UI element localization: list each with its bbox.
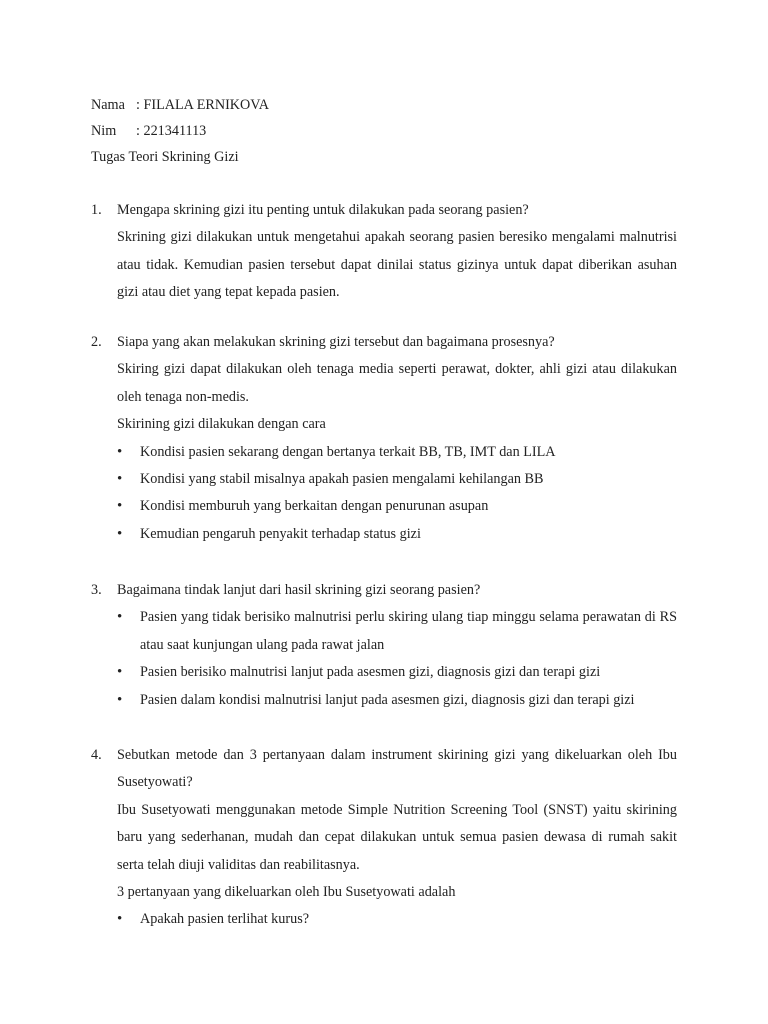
- list-item: • Kondisi yang stabil misalnya apakah pasien mengalami kehilangan BB: [117, 466, 677, 493]
- bullet-icon: [117, 439, 140, 466]
- name-row: [91, 92, 269, 118]
- question-4-bullet-list: [117, 906, 677, 933]
- question-4-answer: Ibu Susetyowati menggunakan metode Simple Nutrition Screening Tool (SNST) yaitu skirining baru yang sederhanan, mudah dan cepat dilakukan untuk semua pasien dewasa di rumah sakit serta telah diuji validitas dan reabilitasnya.: [117, 801, 677, 873]
- question-2: [91, 329, 677, 548]
- question-1-number: 1.: [91, 202, 102, 218]
- question-3-number: 3.: [91, 582, 102, 598]
- question-4-title: [91, 742, 677, 797]
- question-1-title: [91, 197, 677, 224]
- bullet-icon: [117, 659, 140, 686]
- student-header: [91, 92, 269, 170]
- question-1: [91, 197, 677, 307]
- list-item: • Pasien yang tidak berisiko malnutrisi perlu skiring ulang tiap minggu selama perawatan di RS atau saat kunjungan ulang pada rawat jalan: [117, 604, 677, 659]
- nim-row: [91, 118, 269, 144]
- question-2-number: 2.: [91, 334, 102, 350]
- nim-label: Nim: [91, 123, 117, 139]
- list-item: • Apakah pasien terlihat kurus?: [117, 906, 677, 933]
- question-2-answer: Skiring gizi dapat dilakukan oleh tenaga media seperti perawat, dokter, ahli gizi atau dilakukan oleh tenaga non-medis.: [117, 361, 677, 405]
- list-item: • Kondisi memburuh yang berkaitan dengan penurunan asupan: [117, 493, 677, 520]
- question-2-title: [91, 329, 677, 356]
- bullet-icon: [117, 466, 140, 493]
- list-item: • Pasien berisiko malnutrisi lanjut pada asesmen gizi, diagnosis gizi dan terapi gizi: [117, 659, 677, 686]
- question-2-text: Siapa yang akan melakukan skrining gizi tersebut dan bagaimana prosesnya?: [117, 334, 555, 350]
- question-1-text: Mengapa skrining gizi itu penting untuk dilakukan pada seorang pasien?: [117, 202, 529, 218]
- list-item: • Pasien dalam kondisi malnutrisi lanjut pada asesmen gizi, diagnosis gizi dan terapi gizi: [117, 687, 677, 714]
- question-4-number: 4.: [91, 747, 102, 763]
- question-1-answer: Skrining gizi dilakukan untuk mengetahui apakah seorang pasien beresiko mengalami malnutrisi atau tidak. Kemudian pasien tersebut dapat dinilai status gizinya untuk dapat diberikan asuhan gizi atau diet yang tepat kepada pasien.: [117, 229, 677, 301]
- list-item: • Kondisi pasien sekarang dengan bertanya terkait BB, TB, IMT dan LILA: [117, 439, 677, 466]
- question-4-text: Sebutkan metode dan 3 pertanyaan dalam instrument skirining gizi yang dikeluarkan oleh Ibu Susetyowati?: [117, 747, 677, 791]
- question-3-bullet-list: [117, 604, 677, 714]
- bullet-icon: [117, 687, 140, 714]
- question-2-answer-intro: Skirining gizi dilakukan dengan cara: [117, 416, 326, 433]
- bullet-icon: [117, 906, 140, 933]
- question-2-bullet-list: [117, 439, 677, 549]
- bullet-icon: [117, 521, 140, 548]
- assignment-title: Tugas Teori Skrining Gizi: [91, 149, 239, 165]
- bullet-icon: [117, 493, 140, 520]
- nim-value: : 221341113: [136, 123, 207, 139]
- name-label: Nama: [91, 97, 125, 113]
- question-3-text: Bagaimana tindak lanjut dari hasil skrining gizi seorang pasien?: [117, 582, 481, 598]
- name-value: : FILALA ERNIKOVA: [136, 97, 269, 113]
- question-3-title: [91, 577, 677, 604]
- question-3: [91, 577, 677, 714]
- bullet-icon: [117, 604, 140, 659]
- question-4: [91, 742, 677, 934]
- question-4-answer-intro: 3 pertanyaan yang dikeluarkan oleh Ibu Susetyowati adalah: [117, 884, 456, 901]
- list-item: • Kemudian pengaruh penyakit terhadap status gizi: [117, 521, 677, 548]
